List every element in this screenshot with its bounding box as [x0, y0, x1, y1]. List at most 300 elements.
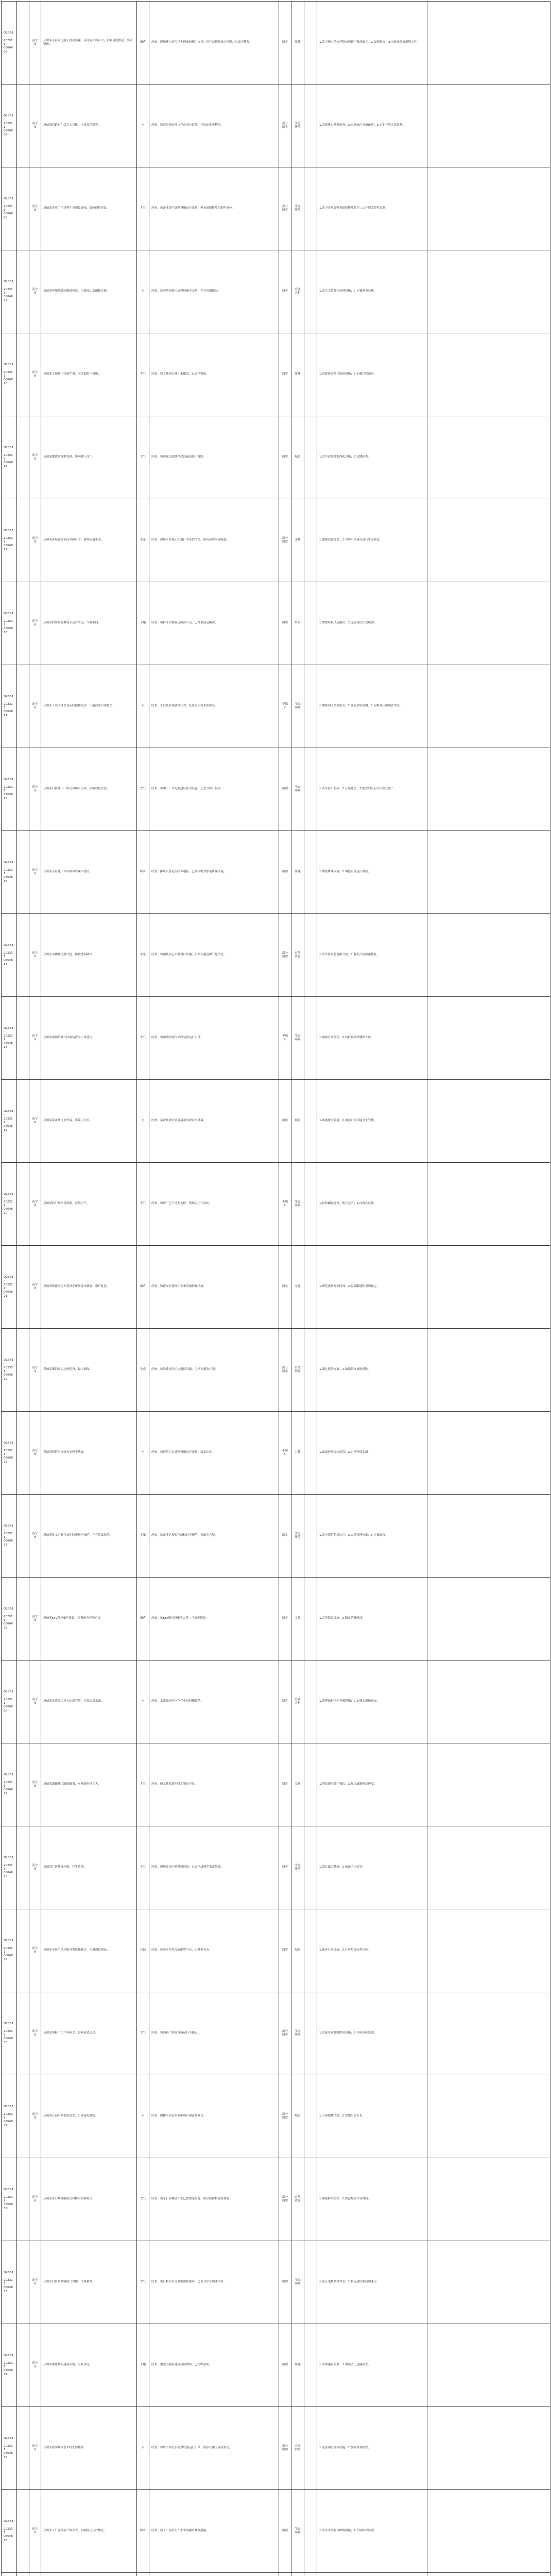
table-row: [2, 167, 550, 250]
problem-cell: 反映某采石场爆破震动和粉尘影响村民。: [41, 2158, 137, 2241]
city-cell: 南宁市: [29, 2324, 41, 2407]
problem-cell: 反映某石材加工厂粉尘和噪声污染，影响村民生活。: [41, 748, 137, 831]
table-row: [2, 2490, 550, 2573]
problem-cell: 反映某砖厂烟囱冒黑烟，污染空气。: [41, 1163, 137, 1246]
row-id-cell: D2BB1- 202311 0604829: [2, 1909, 17, 1992]
department-cell: 城管: [291, 416, 304, 499]
finding-cell: 经查，该汽修店未设置密闭喷漆房，已责令停止喷漆作业。: [149, 2241, 279, 2324]
city-cell: 南宁市: [29, 1246, 41, 1329]
category-cell: 大气: [137, 167, 149, 250]
category-cell: 生态: [137, 499, 149, 582]
finding-cell: 经查，该河道部分排口存在雨污混流，已启动排查整治。: [149, 84, 279, 167]
city-cell: [29, 2573, 41, 2576]
department-cell: 水利: [291, 499, 304, 582]
problem-cell: 反映某区域存在非法采砂行为，破坏河道生态。: [41, 499, 137, 582]
serial-cell: [17, 2407, 29, 2490]
category-cell: 其他: [137, 1909, 149, 1992]
result-cell: 属实: [279, 1495, 291, 1578]
department-cell: 城管: [291, 1909, 304, 1992]
remark-cell: [427, 997, 550, 1080]
blank-cell: [304, 2241, 317, 2324]
category-cell: 大气: [137, 1992, 149, 2075]
finding-cell: 经查，该医院污水处理设施运行正常，出水达标。: [149, 1412, 279, 1495]
category-cell: 水: [137, 250, 149, 333]
row-id-cell: D2BB1- 202311 0604816: [2, 831, 17, 914]
category-cell: 水: [137, 1412, 149, 1495]
finding-cell: 经查，该饲料厂除臭设施运行不稳定。: [149, 1992, 279, 2075]
problem-cell: 反映某医院医疗废水处理不达标。: [41, 1412, 137, 1495]
city-cell: 南宁市: [29, 1909, 41, 1992]
remark-cell: [427, 1412, 550, 1495]
serial-cell: [17, 2241, 29, 2324]
row-id-cell: D2BB1- 202311 0604834: [2, 2324, 17, 2407]
row-id-cell: [2, 2573, 17, 2576]
table-row: [2, 2324, 550, 2407]
problem-cell: 反映某小区生活垃圾分类设施缺失，垃圾混投混运。: [41, 1909, 137, 1992]
finding-cell: 经查，未发现企业偷排行为，死鱼原因为水体缺氧。: [149, 665, 279, 748]
finding-cell: 经查，该企业危废暂存间标识不规范，台账不完整。: [149, 1495, 279, 1578]
problem-cell: 反映某山体被违规开挖，植被遭到破坏。: [41, 914, 137, 997]
remark-cell: [427, 1080, 550, 1163]
row-id-cell: D2BB1- 202311 0604817: [2, 914, 17, 997]
result-cell: 属实: [279, 416, 291, 499]
department-cell: 农业农村: [291, 2407, 304, 2490]
department-cell: 文旅: [291, 1578, 304, 1660]
serial-cell: [17, 333, 29, 416]
city-cell: 南宁市: [29, 997, 41, 1080]
category-cell: 水: [137, 1660, 149, 1743]
remark-cell: [427, 831, 550, 914]
result-cell: 属实: [279, 2, 291, 84]
problem-cell: 反映某餐饮店油烟直排，影响楼上住户。: [41, 416, 137, 499]
remark-cell: [427, 499, 550, 582]
blank-cell: [304, 84, 317, 167]
serial-cell: [17, 831, 29, 914]
table-row: [2, 333, 550, 416]
problem-cell: 反映某小区地下车库排风口噪声扰民。: [41, 831, 137, 914]
result-cell: 属实: [279, 333, 291, 416]
finding-cell: 经查，该工地部分裸土未覆盖，已责令整改。: [149, 333, 279, 416]
action-cell: 1.清理建筑垃圾；2.加强渣土运输监管。: [317, 2324, 427, 2407]
remark-cell: [427, 1909, 550, 1992]
blank-cell: [304, 416, 317, 499]
action-cell: 1.持续跟踪巡查，防止复产；2.向群众反馈。: [317, 1163, 427, 1246]
department-cell: 卫健: [291, 1412, 304, 1495]
action-cell: 1.加装降噪设施；2.调整设备运行时间。: [317, 831, 427, 914]
serial-cell: [17, 2158, 29, 2241]
table-row: [2, 1660, 550, 1743]
blank-cell: [304, 914, 317, 997]
table-row: [2, 1412, 550, 1495]
category-cell: 大气: [137, 997, 149, 1080]
serial-cell: [17, 1495, 29, 1578]
problem-cell: 反映某厂区焚烧垃圾，产生浓烟。: [41, 1826, 137, 1909]
serial-cell: [17, 1246, 29, 1329]
finding-cell: 经查，该餐饮店油烟净化设施清洗不及时。: [149, 416, 279, 499]
serial-cell: [17, 1329, 29, 1412]
table-row: [2, 2, 550, 84]
department-cell: 自然资源: [291, 914, 304, 997]
department-cell: [291, 2573, 304, 2576]
blank-cell: [304, 2158, 317, 2241]
row-id-cell: D2BB1- 202311 0604824: [2, 1495, 17, 1578]
department-cell: 生态环境: [291, 167, 304, 250]
remark-cell: [427, 1495, 550, 1578]
remark-cell: [427, 2407, 550, 2490]
table-row: [2, 1826, 550, 1909]
problem-cell: 反映某加油站油气回收装置未正常使用。: [41, 997, 137, 1080]
finding-cell: 经查，该地块为已审批项目用地，但存在超范围开挖情况。: [149, 914, 279, 997]
category-cell: 噪声: [137, 2, 149, 84]
serial-cell: [17, 1826, 29, 1909]
action-cell: 1.加强粉尘防控；2.规范爆破作业时间。: [317, 2158, 427, 2241]
department-cell: 农业农村: [291, 250, 304, 333]
row-id-cell: D2BB1- 202311 0604808: [2, 167, 17, 250]
category-cell: 噪声: [137, 831, 149, 914]
blank-cell: [304, 1495, 317, 1578]
action-cell: 1.督促企业升级除臭设施；2.开展异味监测。: [317, 1992, 427, 2075]
action-cell: 1.责令停产整改；2.立案处罚；3.整改到位后方可恢复生产。: [317, 748, 427, 831]
blank-cell: [304, 1743, 317, 1826]
blank-cell: [304, 333, 317, 416]
serial-cell: [17, 1743, 29, 1826]
finding-cell: 经查，该企业废气处理设施运行正常，但无组织排放控制不到位。: [149, 167, 279, 250]
result-cell: 属实: [279, 582, 291, 665]
finding-cell: 经查，现场未发现正在进行的采砂活动，但有历史采砂痕迹。: [149, 499, 279, 582]
result-cell: 属实: [279, 1909, 291, 1992]
table-row: [2, 2573, 550, 2576]
row-id-cell: D2BB1- 202311 0604830: [2, 1992, 17, 2075]
city-cell: 南宁市: [29, 1826, 41, 1909]
table-row: [2, 2407, 550, 2490]
department-cell: 生态环境: [291, 1992, 304, 2075]
department-cell: 住建: [291, 333, 304, 416]
result-cell: 属实: [279, 1246, 291, 1329]
row-id-cell: D2BB1- 202311 0604814: [2, 665, 17, 748]
serial-cell: [17, 250, 29, 333]
serial-cell: [17, 665, 29, 748]
category-cell: 大气: [137, 333, 149, 416]
remark-cell: [427, 914, 550, 997]
row-id-cell: D2BB1- 202311 0604810: [2, 333, 17, 416]
finding-cell: 经查，湖体水质受季节影响出现富营养化。: [149, 2075, 279, 2158]
finding-cell: 经查，渠道内确有建筑垃圾堆积，已组织清理。: [149, 2324, 279, 2407]
result-cell: 属实: [279, 250, 291, 333]
serial-cell: [17, 416, 29, 499]
blank-cell: [304, 1246, 317, 1329]
action-cell: [317, 2573, 427, 2576]
problem-cell: 反映某汽修店喷漆废气直排，气味刺鼻。: [41, 2241, 137, 2324]
result-cell: 属实: [279, 748, 291, 831]
department-cell: 农业农村: [291, 1660, 304, 1743]
finding-cell: 经查，施工路段洒水降尘频次不足。: [149, 1743, 279, 1826]
problem-cell: 反映某村庄垃圾堆放未及时清运，气味难闻。: [41, 582, 137, 665]
result-cell: 不属实: [279, 1412, 291, 1495]
department-cell: 生态环境: [291, 1163, 304, 1246]
city-cell: 南宁市: [29, 831, 41, 914]
problem-cell: 反映某工厂夜间生产噪声大，影响周边住户休息。: [41, 2490, 137, 2573]
blank-cell: [304, 2407, 317, 2490]
blank-cell: [304, 1826, 317, 1909]
department-cell: 交通: [291, 1743, 304, 1826]
blank-cell: [304, 582, 317, 665]
remark-cell: [427, 1992, 550, 2075]
table-row: [2, 2158, 550, 2241]
result-cell: 部分属实: [279, 914, 291, 997]
action-cell: 1.责令施工单位严格按照许可时间施工；2.加强巡查；3.向群众做好解释工作。: [317, 2, 427, 84]
problem-cell: 反映某屠宰场废水未经处理排放。: [41, 2407, 137, 2490]
remark-cell: [427, 2573, 550, 2576]
action-cell: 1.增加垃圾清运频次；2.完善保洁长效机制。: [317, 582, 427, 665]
finding-cell: 经查，该加工厂未配套建设除尘设施，已责令停产整改。: [149, 748, 279, 831]
row-id-cell: D2BB1- 202311 0604828: [2, 1826, 17, 1909]
row-id-cell: D2BB1- 202311 0604820: [2, 1163, 17, 1246]
finding-cell: 经查，该加油站油气回收装置运行正常。: [149, 997, 279, 1080]
remark-cell: [427, 2324, 550, 2407]
category-cell: 大气: [137, 748, 149, 831]
blank-cell: [304, 997, 317, 1080]
finding-cell: 经查，该屠宰场污水处理设施运行正常，但存在雨天溢流情况。: [149, 2407, 279, 2490]
serial-cell: [17, 748, 29, 831]
serial-cell: [17, 1080, 29, 1163]
city-cell: 南宁市: [29, 2075, 41, 2158]
row-id-cell: D2BB1- 202311 0604809: [2, 250, 17, 333]
action-cell: 1.责令采取隔声降噪措施；2.开展噪声监测。: [317, 2490, 427, 2573]
department-cell: 生态环境: [291, 1495, 304, 1578]
result-cell: 不属实: [279, 997, 291, 1080]
finding-cell: 经查，该小区分类设施配置不足，已督促补齐。: [149, 1909, 279, 1992]
row-id-cell: D2BB1- 202311 0604835: [2, 2407, 17, 2490]
row-id-cell: D2BB1- 202311 0604807: [2, 84, 17, 167]
category-cell: 噪声: [137, 2490, 149, 2573]
row-id-cell: D2BB1- 202311 0604825: [2, 1578, 17, 1660]
table-body: [2, 2, 550, 2576]
serial-cell: [17, 2075, 29, 2158]
problem-cell: 反映某渠道堆积建筑垃圾，阻塞水流。: [41, 2324, 137, 2407]
table-row: [2, 1329, 550, 1412]
action-cell: 1.责令停止超范围开挖；2.督促开展植被恢复。: [317, 914, 427, 997]
complaint-grid: [1, 1, 550, 2576]
category-cell: 水: [137, 84, 149, 167]
city-cell: 南宁市: [29, 2490, 41, 2573]
result-cell: 属实: [279, 1080, 291, 1163]
finding-cell: 经查，水库保护区内存在少量网箱养殖。: [149, 1660, 279, 1743]
table-row: [2, 1992, 550, 2075]
table-row: [2, 2075, 550, 2158]
action-cell: 1.完善雨污分流设施；2.加强监督检查。: [317, 2407, 427, 2490]
table-row: [2, 665, 550, 748]
city-cell: 南宁市: [29, 2158, 41, 2241]
serial-cell: [17, 2573, 29, 2576]
problem-cell: 反映某KTV营业噪声扰民，深夜仍有音响声音。: [41, 1578, 137, 1660]
category-cell: 水: [137, 665, 149, 748]
category-cell: 噪声: [137, 1246, 149, 1329]
table-row: [2, 1909, 550, 1992]
problem-cell: 反映某公园内湖水质变差，出现藻类暴发。: [41, 2075, 137, 2158]
serial-cell: [17, 1163, 29, 1246]
row-id-cell: D2BB1- 202311 0604815: [2, 748, 17, 831]
table-row: [2, 997, 550, 1080]
finding-cell: 经查，该养殖场粪污处理设施不完善，存在外溢情况。: [149, 250, 279, 333]
city-cell: 南宁市: [29, 1578, 41, 1660]
blank-cell: [304, 250, 317, 333]
blank-cell: [304, 1660, 317, 1743]
row-id-cell: D2BB1- 202311 0604821: [2, 1246, 17, 1329]
row-id-cell: D2BB1- 202311 0604813: [2, 582, 17, 665]
category-cell: 水: [137, 2075, 149, 2158]
problem-cell: 反映某水库周边有人违规养殖，污染饮用水源。: [41, 1660, 137, 1743]
blank-cell: [304, 748, 317, 831]
remark-cell: [427, 1329, 550, 1412]
action-cell: 1.完善隔音设施；2.限定营业时间。: [317, 1578, 427, 1660]
result-cell: 属实: [279, 1743, 291, 1826]
city-cell: 南宁市: [29, 665, 41, 748]
category-cell: 生态: [137, 914, 149, 997]
row-id-cell: D2BB1- 202311 0604811: [2, 416, 17, 499]
remark-cell: [427, 748, 550, 831]
finding-cell: 经查，排风设备运行噪声超标，已要求物业加装降噪设施。: [149, 831, 279, 914]
remark-cell: [427, 416, 550, 499]
result-cell: 部分属实: [279, 2158, 291, 2241]
city-cell: 南宁市: [29, 1163, 41, 1246]
serial-cell: [17, 2490, 29, 2573]
problem-cell: 反映某饲料厂生产异味大，影响周边居民。: [41, 1992, 137, 2075]
result-cell: 部分属实: [279, 499, 291, 582]
table-row: [2, 1246, 550, 1329]
table-row: [2, 831, 550, 914]
finding-cell: 经查，该处建设为历史遗留问题，已纳入整治计划。: [149, 1329, 279, 1412]
remark-cell: [427, 1578, 550, 1660]
remark-cell: [427, 1660, 550, 1743]
table-row: [2, 748, 550, 831]
table-row: [2, 1578, 550, 1660]
row-id-cell: D2BB1- 202311 0604836: [2, 2490, 17, 2573]
finding-cell: 经查，现场施工单位已办理夜间施工许可，但存在超时施工情况，已责令整改。: [149, 2, 279, 84]
action-cell: 1.规范夜间作业时间；2.设置限速和禁鸣标志。: [317, 1246, 427, 1329]
result-cell: 部分属实: [279, 1992, 291, 2075]
action-cell: 1.责令完善粪污处理设施；2.立案调查处理。: [317, 250, 427, 333]
remark-cell: [427, 1246, 550, 1329]
blank-cell: [304, 1329, 317, 1412]
department-cell: 城管: [291, 1080, 304, 1163]
city-cell: 南宁市: [29, 1329, 41, 1412]
problem-cell: 反映某道路施工路面破损，车辆通行扬尘大。: [41, 1743, 137, 1826]
department-cell: 住建: [291, 831, 304, 914]
department-cell: 生态环境: [291, 1826, 304, 1909]
remark-cell: [427, 167, 550, 250]
result-cell: 部分属实: [279, 84, 291, 167]
remark-cell: [427, 250, 550, 333]
category-cell: 大气: [137, 1163, 149, 1246]
action-cell: 1.责令规范危废贮存；2.完善管理台账；3.立案调查。: [317, 1495, 427, 1578]
row-id-cell: D2BB1- 202311 0604812: [2, 499, 17, 582]
finding-cell: 经查，该砖厂已于近期关停，现场无生产活动。: [149, 1163, 279, 1246]
blank-cell: [304, 1578, 317, 1660]
department-cell: 生态环境: [291, 84, 304, 167]
city-cell: 南宁市: [29, 333, 41, 416]
action-cell: 1.加强园区企业监管；2.开展水质监测；3.向群众反馈调查情况。: [317, 665, 427, 748]
serial-cell: [17, 914, 29, 997]
blank-cell: [304, 665, 317, 748]
blank-cell: [304, 499, 317, 582]
action-cell: 1.开展排口溯源排查；2.实施雨污分流改造；3.定期开展水质监测。: [317, 84, 427, 167]
category-cell: 生态: [137, 1329, 149, 1412]
city-cell: 南宁市: [29, 167, 41, 250]
problem-cell: 反映某河道有生活污水直排，水体发黑发臭。: [41, 84, 137, 167]
remark-cell: [427, 333, 550, 416]
department-cell: 住建: [291, 2324, 304, 2407]
result-cell: 属实: [279, 1826, 291, 1909]
blank-cell: [304, 2573, 317, 2576]
result-cell: 属实: [279, 1660, 291, 1743]
finding-cell: 经查，物流园区夜间作业未采取降噪措施。: [149, 1246, 279, 1329]
remark-cell: [427, 2241, 550, 2324]
category-cell: 水: [137, 2407, 149, 2490]
table-row: [2, 1163, 550, 1246]
result-cell: 部分属实: [279, 2407, 291, 2490]
department-cell: 生态环境: [291, 997, 304, 1080]
action-cell: 1.制定整治方案；2.依法依规推进拆除。: [317, 1329, 427, 1412]
problem-cell: [41, 2573, 137, 2576]
city-cell: 南宁市: [29, 1660, 41, 1743]
department-cell: 住建: [291, 2, 304, 84]
blank-cell: [304, 831, 317, 914]
result-cell: 属实: [279, 831, 291, 914]
row-id-cell: D2BB1- 202311 0604823: [2, 1412, 17, 1495]
row-id-cell: D2BB1- 202311 0604806: [2, 2, 17, 84]
action-cell: 1.加强医疗废水监管；2.定期开展监测。: [317, 1412, 427, 1495]
finding-cell: 经查，该村庄垃圾收运频次不足，已增加清运频次。: [149, 582, 279, 665]
problem-cell: 反映某工地扬尘污染严重，未采取防尘措施。: [41, 333, 137, 416]
serial-cell: [17, 1660, 29, 1743]
serial-cell: [17, 582, 29, 665]
blank-cell: [304, 1080, 317, 1163]
category-cell: 大气: [137, 2241, 149, 2324]
serial-cell: [17, 2324, 29, 2407]
row-id-cell: D2BB1- 202311 0604827: [2, 1743, 17, 1826]
remark-cell: [427, 84, 550, 167]
remark-cell: [427, 1743, 550, 1826]
table-row: [2, 1743, 550, 1826]
city-cell: 南宁市: [29, 914, 41, 997]
finding-cell: 经查，该KTV隔音设施不完善，已责令整改。: [149, 1578, 279, 1660]
serial-cell: [17, 84, 29, 167]
action-cell: 1.补齐分类设施；2.开展垃圾分类宣传。: [317, 1909, 427, 1992]
action-cell: 1.疏通排水管道；2.加强市场环境卫生管理。: [317, 1080, 427, 1163]
category-cell: 土壤: [137, 2324, 149, 2407]
serial-cell: [17, 499, 29, 582]
action-cell: 1.开展湖体清淤；2.实施生态补水。: [317, 2075, 427, 2158]
category-cell: [137, 2573, 149, 2576]
problem-cell: 反映某小区周边施工扰民问题，夜间施工噪音大，影响居民休息，要求整改。: [41, 2, 137, 84]
blank-cell: [304, 1163, 317, 1246]
department-cell: 生态环境: [291, 748, 304, 831]
category-cell: 水: [137, 1080, 149, 1163]
table-row: [2, 416, 550, 499]
table-row: [2, 582, 550, 665]
remark-cell: [427, 2075, 550, 2158]
action-cell: 1.责令清洗油烟净化设施；2.定期检查。: [317, 416, 427, 499]
remark-cell: [427, 2490, 550, 2573]
problem-cell: 反映某养殖场粪污随意排放，污染周边农田和水体。: [41, 250, 137, 333]
city-cell: 南宁市: [29, 1412, 41, 1495]
result-cell: 部分属实: [279, 2075, 291, 2158]
finding-cell: 经查，该采石场爆破作业已按规定报备，粉尘防控措施需加强。: [149, 2158, 279, 2241]
serial-cell: [17, 2, 29, 84]
result-cell: 属实: [279, 2241, 291, 2324]
category-cell: 土壤: [137, 1495, 149, 1578]
row-id-cell: D2BB1- 202311 0604826: [2, 1660, 17, 1743]
